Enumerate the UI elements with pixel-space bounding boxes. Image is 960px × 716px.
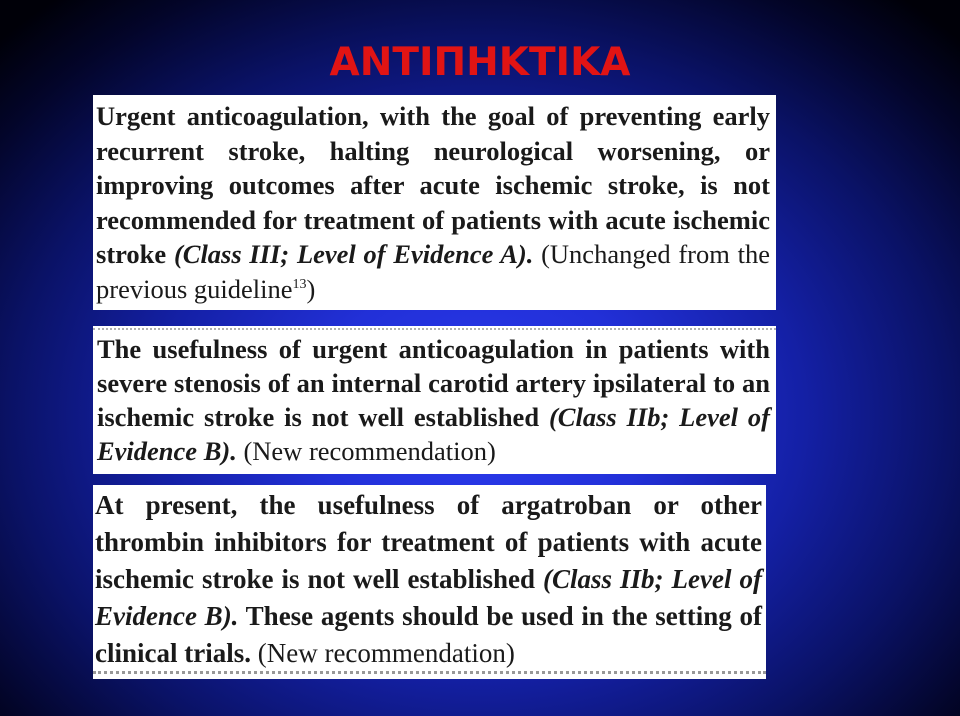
evidence-class: (Class IIb; Level of Evidence B). <box>97 402 770 466</box>
evidence-class: (Class III; Level of Evidence A). <box>173 239 534 269</box>
cut-edge <box>93 326 776 330</box>
note-close: ) <box>306 273 316 304</box>
recommendation-text: Urgent anticoagulation, with the goal of preventing early recurrent stroke, halting neurological worsening, or improving outcomes after acute ischemic stroke, is not recommended for treatment of patients with acute ischemic stroke <box>96 101 770 269</box>
recommendation-text: The usefulness of urgent anticoagulation in patients with severe stenosis of an internal carotid artery ipsilateral to an ischemic stroke is not well established <box>97 334 770 432</box>
excerpt-thrombin-inhibitors-class-iib <box>93 485 766 679</box>
recommendation-text: At present, the usefulness of argatroban or other thrombin inhibitors for treatment of patients with acute ischemic stroke is not well established <box>95 490 762 594</box>
reference-number: 13 <box>292 276 307 292</box>
excerpt-anticoagulation-class-iii <box>93 95 776 310</box>
recommendation-note: (New recommendation) <box>236 436 496 466</box>
recommendation-note: (New recommendation) <box>250 638 515 668</box>
excerpt-text <box>95 487 762 672</box>
slide-title: ΑΝΤΙΠΗΚΤΙΚΑ <box>329 40 631 85</box>
excerpt-text <box>97 332 770 468</box>
excerpt-carotid-stenosis-class-iib <box>93 326 776 474</box>
cut-edge <box>93 671 766 679</box>
evidence-class: (Class IIb; Level of Evidence B). <box>95 564 762 631</box>
recommendation-note: (Unchanged from the previous guideline <box>96 239 770 304</box>
recommendation-followup: These agents should be used in the setting of clinical trials. <box>95 601 762 668</box>
excerpt-text <box>96 99 770 306</box>
